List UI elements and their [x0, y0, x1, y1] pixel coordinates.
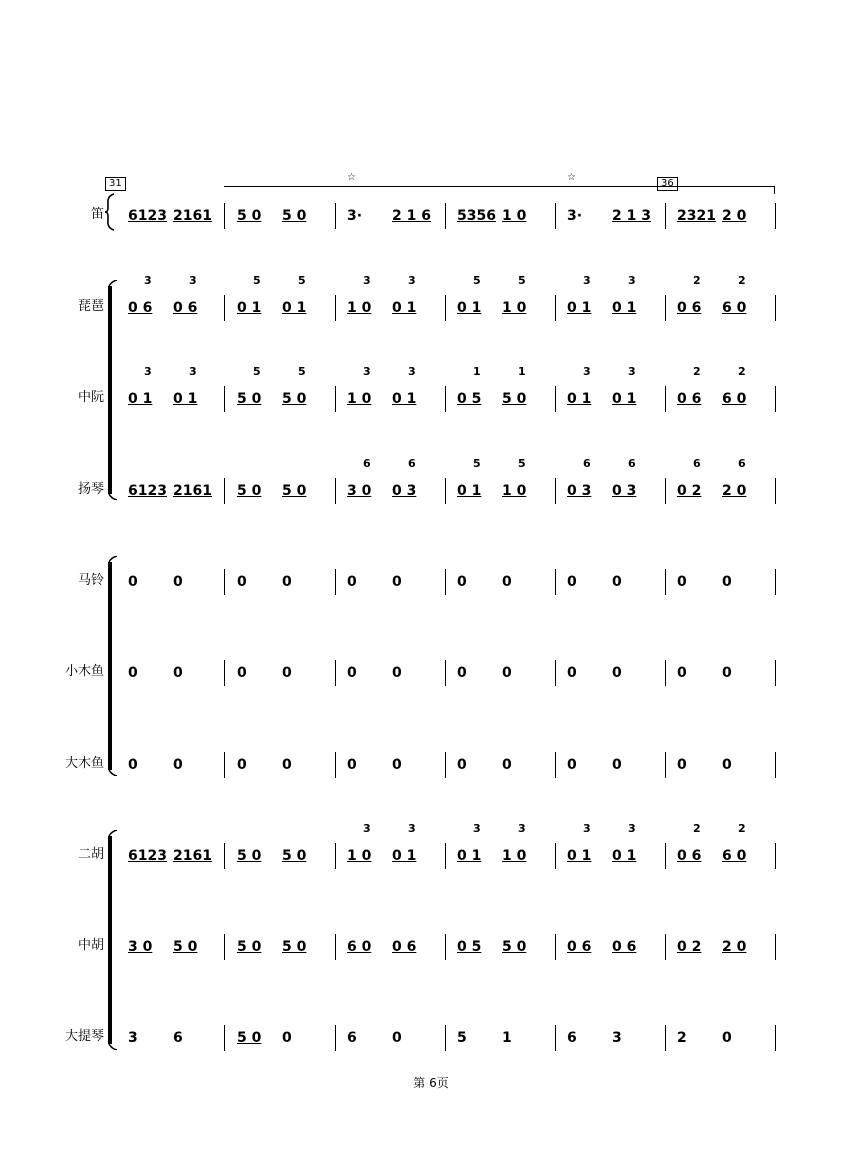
- note-group: 0: [457, 665, 467, 681]
- barline: [665, 843, 666, 869]
- bracket-plucked: [104, 280, 118, 500]
- note-group: 1 0: [347, 300, 372, 316]
- barline: [224, 478, 225, 504]
- note-group: 5 0: [282, 848, 307, 864]
- volta-line: [224, 186, 775, 187]
- upper-note: 3: [144, 365, 152, 378]
- upper-note: 3: [583, 822, 591, 835]
- barline: [445, 295, 446, 321]
- instrument-label: 马铃: [77, 573, 104, 588]
- barline: [555, 295, 556, 321]
- note-group: 3 0: [128, 939, 153, 955]
- upper-note: 6: [693, 457, 701, 470]
- note-group: 5356: [457, 208, 496, 224]
- note-group: 0: [128, 665, 138, 681]
- upper-note: 3: [189, 274, 197, 287]
- measure-number-31: 31: [105, 177, 126, 191]
- note-group: 5 0: [502, 939, 527, 955]
- upper-note: 5: [473, 457, 481, 470]
- note-group: 0: [677, 574, 687, 590]
- note-group: 6 0: [722, 848, 747, 864]
- barline: [775, 843, 776, 869]
- note-group: 5 0: [282, 483, 307, 499]
- upper-note: 3: [583, 365, 591, 378]
- upper-note: 2: [693, 822, 701, 835]
- note-group: 0 1: [392, 300, 417, 316]
- note-group: 2161: [173, 848, 212, 864]
- instrument-label: 小木鱼: [64, 664, 104, 679]
- note-group: 0: [567, 757, 577, 773]
- note-group: 0: [722, 574, 732, 590]
- barline: [555, 478, 556, 504]
- upper-note: 2: [738, 822, 746, 835]
- brace-flute: [104, 192, 116, 232]
- note-group: 5 0: [237, 391, 262, 407]
- note-group: 0: [282, 574, 292, 590]
- barline: [445, 478, 446, 504]
- note-group: 0: [677, 757, 687, 773]
- upper-note: 3: [144, 274, 152, 287]
- upper-note: 3: [189, 365, 197, 378]
- barline: [335, 478, 336, 504]
- upper-note: 3: [408, 365, 416, 378]
- upper-note: 3: [363, 365, 371, 378]
- upper-note: 5: [518, 457, 526, 470]
- page-footer: 第 6页: [413, 1076, 449, 1090]
- barline: [224, 386, 225, 412]
- note-group: 0 6: [612, 939, 637, 955]
- note-group: 5 0: [173, 939, 198, 955]
- instrument-label: 大提琴: [64, 1029, 104, 1044]
- note-group: 0 2: [677, 483, 702, 499]
- repeat-sign-2: ☆: [567, 172, 576, 183]
- barline: [775, 752, 776, 778]
- instrument-label: 大木鱼: [64, 756, 104, 771]
- upper-note: 3: [628, 822, 636, 835]
- note-group: 5 0: [237, 1030, 262, 1046]
- note-group: 0 6: [173, 300, 198, 316]
- upper-note: 3: [363, 822, 371, 835]
- barline: [665, 478, 666, 504]
- note-group: 3·: [347, 208, 363, 224]
- note-group: 0: [237, 665, 247, 681]
- upper-note: 5: [298, 274, 306, 287]
- note-group: 6 0: [722, 391, 747, 407]
- note-group: 0: [612, 665, 622, 681]
- barline: [665, 295, 666, 321]
- note-group: 0: [612, 574, 622, 590]
- barline: [224, 569, 225, 595]
- barline: [445, 752, 446, 778]
- barline: [555, 660, 556, 686]
- barline: [555, 1025, 556, 1051]
- repeat-sign-1: ☆: [347, 172, 356, 183]
- note-group: 6123: [128, 483, 167, 499]
- note-group: 0: [457, 574, 467, 590]
- note-group: 5 0: [282, 939, 307, 955]
- note-group: 6: [173, 1030, 183, 1046]
- note-group: 5 0: [502, 391, 527, 407]
- instrument-label: 笛: [90, 207, 104, 222]
- note-group: 0: [128, 757, 138, 773]
- barline: [665, 934, 666, 960]
- note-group: 0: [502, 757, 512, 773]
- note-group: 3·: [567, 208, 583, 224]
- barline: [775, 660, 776, 686]
- note-group: 0: [567, 665, 577, 681]
- note-group: 1 0: [502, 848, 527, 864]
- upper-note: 3: [628, 365, 636, 378]
- note-group: 5 0: [282, 208, 307, 224]
- note-group: 0 1: [173, 391, 198, 407]
- note-group: 0 6: [128, 300, 153, 316]
- barline: [775, 569, 776, 595]
- barline: [775, 295, 776, 321]
- note-group: 3: [612, 1030, 622, 1046]
- barline: [445, 203, 446, 229]
- upper-note: 2: [738, 365, 746, 378]
- instrument-label: 中胡: [77, 938, 104, 953]
- barline: [335, 386, 336, 412]
- note-group: 0: [392, 574, 402, 590]
- note-group: 0 3: [567, 483, 592, 499]
- barline: [555, 752, 556, 778]
- upper-note: 5: [253, 365, 261, 378]
- upper-note: 3: [473, 822, 481, 835]
- note-group: 0 1: [282, 300, 307, 316]
- barline: [335, 934, 336, 960]
- upper-note: 6: [738, 457, 746, 470]
- note-group: 0: [237, 757, 247, 773]
- note-group: 5 0: [237, 848, 262, 864]
- note-group: 0 3: [612, 483, 637, 499]
- upper-note: 3: [628, 274, 636, 287]
- note-group: 0: [347, 665, 357, 681]
- barline: [775, 478, 776, 504]
- note-group: 1 0: [502, 483, 527, 499]
- upper-note: 5: [473, 274, 481, 287]
- note-group: 0: [392, 665, 402, 681]
- barline: [775, 386, 776, 412]
- measure-number-36: 36: [657, 177, 678, 191]
- barline: [224, 660, 225, 686]
- barline: [335, 295, 336, 321]
- barline: [335, 843, 336, 869]
- barline: [665, 203, 666, 229]
- instrument-label: 中阮: [77, 390, 104, 405]
- upper-note: 6: [583, 457, 591, 470]
- upper-note: 2: [738, 274, 746, 287]
- note-group: 0 1: [612, 848, 637, 864]
- upper-note: 6: [628, 457, 636, 470]
- note-group: 0 6: [392, 939, 417, 955]
- upper-note: 3: [408, 822, 416, 835]
- instrument-label: 琵琶: [77, 299, 104, 314]
- barline: [335, 1025, 336, 1051]
- barline: [775, 1025, 776, 1051]
- note-group: 0: [392, 1030, 402, 1046]
- note-group: 0 1: [567, 848, 592, 864]
- note-group: 0 6: [677, 848, 702, 864]
- note-group: 2 1 3: [612, 208, 651, 224]
- note-group: 0 1: [567, 391, 592, 407]
- bracket-percussion: [104, 556, 118, 776]
- note-group: 0: [282, 757, 292, 773]
- instrument-label: 扬琴: [77, 482, 104, 497]
- note-group: 0: [722, 665, 732, 681]
- note-group: 0 1: [237, 300, 262, 316]
- note-group: 0: [392, 757, 402, 773]
- upper-note: 1: [473, 365, 481, 378]
- barline: [665, 569, 666, 595]
- note-group: 0: [457, 757, 467, 773]
- barline: [665, 660, 666, 686]
- note-group: 6 0: [347, 939, 372, 955]
- note-group: 0: [567, 574, 577, 590]
- note-group: 0: [282, 1030, 292, 1046]
- note-group: 6123: [128, 848, 167, 864]
- upper-note: 3: [363, 274, 371, 287]
- note-group: 0 1: [567, 300, 592, 316]
- note-group: 1 0: [347, 391, 372, 407]
- upper-note: 5: [298, 365, 306, 378]
- barline: [224, 295, 225, 321]
- bracket-bowed: [104, 830, 118, 1050]
- note-group: 5: [457, 1030, 467, 1046]
- note-group: 0 1: [612, 391, 637, 407]
- barline: [665, 386, 666, 412]
- note-group: 0 5: [457, 391, 482, 407]
- barline: [445, 934, 446, 960]
- note-group: 1: [502, 1030, 512, 1046]
- upper-note: 5: [253, 274, 261, 287]
- note-group: 0: [722, 757, 732, 773]
- barline: [555, 934, 556, 960]
- upper-note: 3: [583, 274, 591, 287]
- note-group: 6: [347, 1030, 357, 1046]
- barline: [555, 569, 556, 595]
- barline: [335, 752, 336, 778]
- barline: [555, 386, 556, 412]
- note-group: 2 0: [722, 483, 747, 499]
- note-group: 2 0: [722, 208, 747, 224]
- barline: [224, 1025, 225, 1051]
- note-group: 5 0: [237, 939, 262, 955]
- barline: [335, 569, 336, 595]
- note-group: 0: [282, 665, 292, 681]
- note-group: 1 0: [347, 848, 372, 864]
- barline: [445, 843, 446, 869]
- note-group: 2321: [677, 208, 716, 224]
- note-group: 0: [347, 757, 357, 773]
- upper-note: 3: [518, 822, 526, 835]
- note-group: 2161: [173, 208, 212, 224]
- note-group: 0: [612, 757, 622, 773]
- note-group: 2 0: [722, 939, 747, 955]
- barline: [665, 1025, 666, 1051]
- note-group: 0: [173, 665, 183, 681]
- note-group: 0 1: [128, 391, 153, 407]
- barline: [224, 843, 225, 869]
- barline: [335, 660, 336, 686]
- barline: [555, 203, 556, 229]
- upper-note: 2: [693, 365, 701, 378]
- note-group: 5 0: [237, 208, 262, 224]
- note-group: 0 6: [567, 939, 592, 955]
- note-group: 1 0: [502, 300, 527, 316]
- barline: [445, 660, 446, 686]
- note-group: 0: [347, 574, 357, 590]
- note-group: 0: [502, 574, 512, 590]
- barline: [224, 203, 225, 229]
- note-group: 3 0: [347, 483, 372, 499]
- note-group: 5 0: [237, 483, 262, 499]
- note-group: 0 5: [457, 939, 482, 955]
- note-group: 0: [722, 1030, 732, 1046]
- note-group: 0 6: [677, 300, 702, 316]
- note-group: 3: [128, 1030, 138, 1046]
- note-group: 0: [173, 574, 183, 590]
- upper-note: 3: [408, 274, 416, 287]
- upper-note: 2: [693, 274, 701, 287]
- note-group: 2: [677, 1030, 687, 1046]
- note-group: 0 2: [677, 939, 702, 955]
- note-group: 6 0: [722, 300, 747, 316]
- note-group: 6: [567, 1030, 577, 1046]
- note-group: 0 6: [677, 391, 702, 407]
- note-group: 0: [237, 574, 247, 590]
- upper-note: 1: [518, 365, 526, 378]
- note-group: 0 1: [392, 848, 417, 864]
- note-group: 0 1: [457, 300, 482, 316]
- upper-note: 6: [408, 457, 416, 470]
- note-group: 5 0: [282, 391, 307, 407]
- note-group: 0 1: [612, 300, 637, 316]
- barline: [665, 752, 666, 778]
- note-group: 2 1 6: [392, 208, 431, 224]
- note-group: 0: [128, 574, 138, 590]
- barline: [224, 934, 225, 960]
- volta-end-tick: [774, 186, 775, 194]
- note-group: 0 1: [457, 848, 482, 864]
- upper-note: 5: [518, 274, 526, 287]
- barline: [775, 203, 776, 229]
- note-group: 0: [173, 757, 183, 773]
- note-group: 0: [677, 665, 687, 681]
- barline: [555, 843, 556, 869]
- barline: [445, 386, 446, 412]
- barline: [445, 569, 446, 595]
- note-group: 1 0: [502, 208, 527, 224]
- upper-note: 6: [363, 457, 371, 470]
- note-group: 0 1: [457, 483, 482, 499]
- barline: [775, 934, 776, 960]
- barline: [335, 203, 336, 229]
- note-group: 0: [502, 665, 512, 681]
- note-group: 0 1: [392, 391, 417, 407]
- note-group: 2161: [173, 483, 212, 499]
- barline: [224, 752, 225, 778]
- instrument-label: 二胡: [77, 847, 104, 862]
- note-group: 6123: [128, 208, 167, 224]
- barline: [445, 1025, 446, 1051]
- note-group: 0 3: [392, 483, 417, 499]
